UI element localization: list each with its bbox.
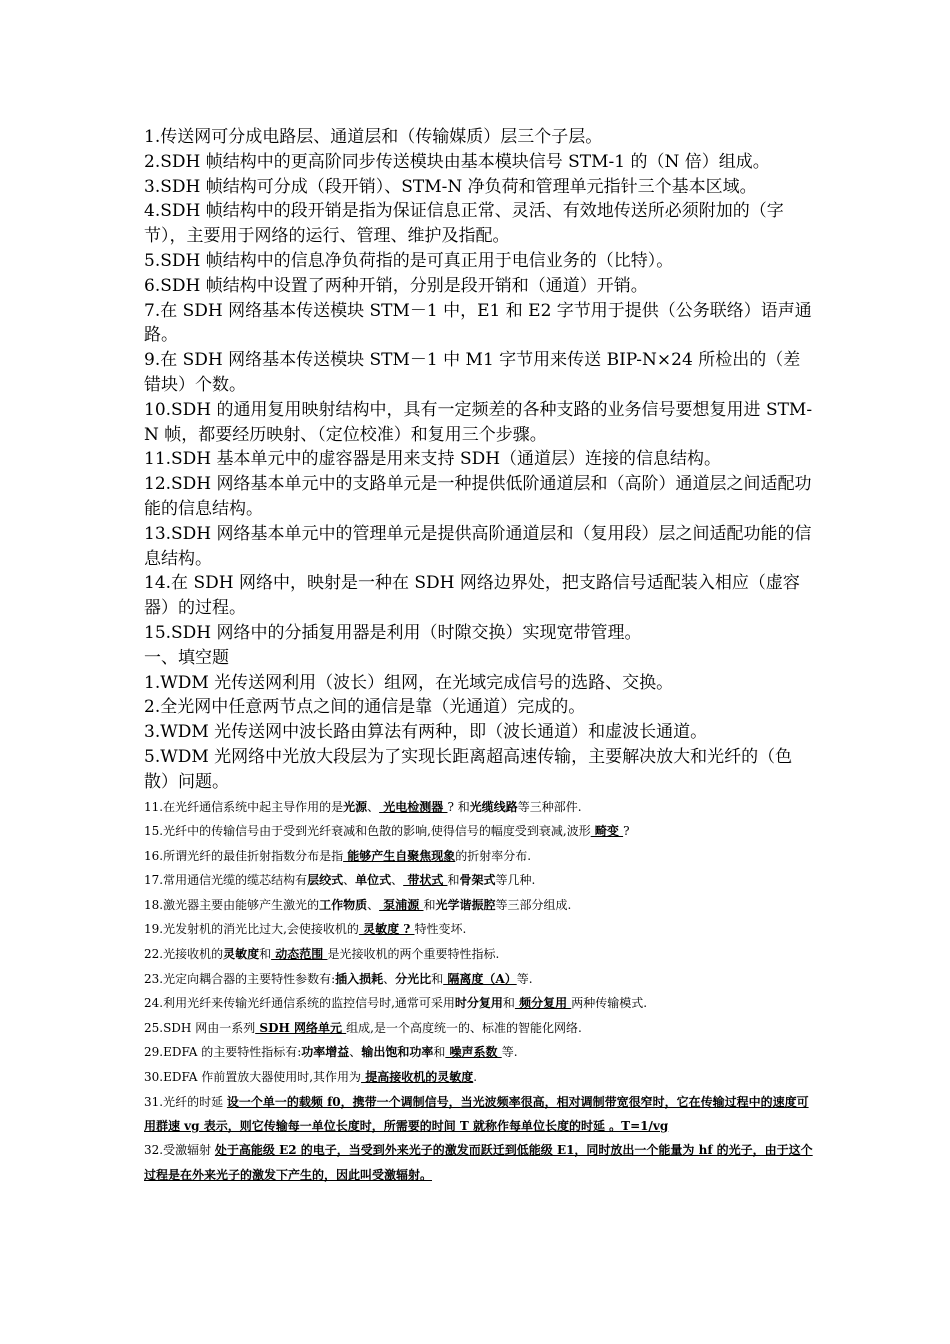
definition-list [144,1090,816,1188]
question-text: 32.受激辐射 [144,1143,215,1158]
key-term: 时分复用 [454,996,503,1011]
answer-text: 带状式 [403,873,448,888]
question-text: 等. [516,971,533,986]
answer-text: 畸变 [590,824,624,839]
question-item: 13.SDH 网络基本单元中的管理单元是提供高阶通道层和（复用段）层之间适配功能的信息结构。 [144,523,812,569]
key-term: 功率增益 [301,1045,350,1060]
answer-text: 处于高能级 E2 的电子，当受到外来光子的激发而跃迁到低能级 E1，同时放出一个能量为 hf 的光子，由于这个过程是在外来光子的激发下产生的，因此叫受激辐射。 [144,1143,813,1182]
question-text: 19.光发射机的消光比过大,会使接收机的 [144,922,359,937]
fill-blank-item [144,795,816,820]
answer-text: 提高接收机的灵敏度 [361,1070,474,1085]
question-item: 10.SDH 的通用复用映射结构中，具有一定频差的各种支路的业务信号要想复用进 STM-N 帧，都要经历映射、（定位校准）和复用三个步骤。 [144,399,813,445]
answer-text: 噪声系数 [445,1045,502,1060]
question-text: 23.光定向耦合器的主要特性参数有: [144,971,336,986]
question-item: 11.SDH 基本单元中的虚容器是用来支持 SDH（通道层）连接的信息结构。 [144,449,722,470]
answer-text: 隔离度（A） [443,971,517,986]
question-text: 29.EDFA 的主要特性指标有: [144,1045,302,1060]
document-page [144,125,816,1187]
question-item: 5.SDH 帧结构中的信息净负荷指的是可真正用于电信业务的（比特）。 [144,250,674,271]
answer-text: 泵浦源 [379,897,424,912]
main-question-list [144,125,816,795]
question-text: 、 [349,1045,362,1060]
section-heading: 一、填空题 [144,647,229,668]
question-text: 的折射率分布. [455,848,532,863]
answer-text: 能够产生自聚焦现象 [343,848,456,863]
question-text: 16.所谓光纤的最佳折射指数分布是指 [144,848,344,863]
fill-blank-item [144,1065,816,1090]
question-item: 5.WDM 光网络中光放大段层为了实现长距离超高速传输，主要解决放大和光纤的（色散）问题。 [144,746,793,792]
question-item: 3.SDH 帧结构可分成（段开销）、STM-N 净负荷和管理单元指针三个基本区域。 [144,176,757,197]
question-text: 、 [391,873,404,888]
answer-text: 光电检测器 [379,799,448,814]
question-text: 、 [383,971,396,986]
fill-blank-item [144,917,816,942]
question-text: 等. [501,1045,518,1060]
question-item: 6.SDH 帧结构中设置了两种开销，分别是段开销和（通道）开销。 [144,275,648,296]
question-item: 1.传送网可分成电路层、通道层和（传输媒质）层三个子层。 [144,127,603,147]
question-text: 、 [343,873,356,888]
question-text: 等三部分组成. [495,897,572,912]
question-text: 和 [447,873,460,888]
key-term: 输出饱和功率 [361,1045,434,1060]
question-text: 24.利用光纤来传输光纤通信系统的监控信号时,通常可采用 [144,996,455,1011]
question-item: 1.WDM 光传送网利用（波长）组网，在光域完成信号的选路、交换。 [144,672,674,693]
fill-blank-item [144,868,816,893]
question-text: 18.激光器主要由能够产生激光的 [144,897,320,912]
question-text: 和 [433,1045,446,1060]
question-text: 、 [367,799,380,814]
question-text: 是光接收机的两个重要特性指标. [327,947,500,962]
key-term: 光源 [343,799,368,814]
question-text: 和 [502,996,515,1011]
question-text: ? 和 [447,799,470,814]
question-item: 14.在 SDH 网络中，映射是一种在 SDH 网络边界处，把支路信号适配装入相应（虚容器）的过程。 [144,573,800,619]
question-item: 7.在 SDH 网络基本传送模块 STM－1 中，E1 和 E2 字节用于提供（公务联络）语声通路。 [144,300,812,346]
key-term: 插入损耗 [335,971,384,986]
question-text: 等几种. [495,873,536,888]
question-item: 3.WDM 光传送网中波长路由算法有两种，即（波长通道）和虚波长通道。 [144,722,708,743]
key-term: 层绞式 [307,873,344,888]
question-text: 和 [423,897,436,912]
question-text: 特性变坏. [414,922,467,937]
fill-blank-item [144,991,816,1016]
answer-text: 设一个单一的载频 f0，携带一个调制信号，当光波频率很高，相对调制带宽很窄时，它在传输过程中的速度可用群速 vg 表示，则它传输每一单位长度时，所需要的时间 T 就称作每单位长度的时延 。T=1/vg [144,1094,809,1134]
question-text: 和 [259,947,272,962]
question-text: 、 [367,897,380,912]
question-text: 两种传输模式. [571,996,648,1011]
question-text: 和 [431,971,444,986]
question-item: 2.全光网中任意两节点之间的通信是靠（光通道）完成的。 [144,697,586,718]
question-text: ? [623,824,630,839]
question-text: 11.在光纤通信系统中起主导作用的是 [144,799,344,814]
question-text: . [473,1070,478,1085]
fill-blank-item [144,844,816,869]
key-term: 光学谐振腔 [435,897,496,912]
question-text: 22.光接收机的 [144,947,224,962]
answer-text: 动态范围 [271,947,328,962]
key-term: 骨架式 [459,873,496,888]
fill-blank-item [144,1040,816,1065]
key-term: 分光比 [395,971,432,986]
key-term: 单位式 [355,873,392,888]
question-item: 2.SDH 帧结构中的更高阶同步传送模块由基本模块信号 STM-1 的（N 倍）组成。 [144,151,770,172]
question-item: 4.SDH 帧结构中的段开销是指为保证信息正常、灵活、有效地传送所必须附加的（字节），主要用于网络的运行、管理、维护及指配。 [144,201,784,247]
definition-item [144,1090,816,1139]
fill-blank-item [144,942,816,967]
question-item: 9.在 SDH 网络基本传送模块 STM－1 中 M1 字节用来传送 BIP-N×24 所检出的（差错块）个数。 [144,350,801,395]
question-text: 17.常用通信光缆的缆芯结构有 [144,873,308,888]
key-term: 光缆线路 [469,799,518,814]
question-item: 15.SDH 网络中的分插复用器是利用（时隙交换）实现宽带管理。 [144,622,642,643]
question-text: 31.光纤的时延 [144,1094,227,1109]
question-text: 30.EDFA 作前置放大器使用时,其作用为 [144,1070,362,1085]
answer-text: SDH 网络单元 [255,1020,347,1035]
question-text: 25.SDH 网由一系列 [144,1020,256,1035]
fill-blank-item [144,893,816,918]
key-term: 灵敏度 [223,947,260,962]
question-text: 等三种部件. [517,799,582,814]
fill-blank-list [144,795,816,1090]
fill-blank-item [144,967,816,992]
fill-blank-item [144,819,816,844]
definition-item [144,1138,816,1187]
question-text: 15.光纤中的传输信号由于受到光纤衰减和色散的影响,使得信号的幅度受到衰减,波形 [144,824,591,839]
fill-blank-item [144,1016,816,1041]
key-term: 工作物质 [319,897,368,912]
question-item: 12.SDH 网络基本单元中的支路单元是一种提供低阶通道层和（高阶）通道层之间适配功能的信息结构。 [144,474,812,519]
answer-text: 灵敏度 ? [358,922,415,937]
answer-text: 频分复用 [514,996,572,1011]
question-text: 组成,是一个高度统一的、标准的智能化网络. [346,1020,582,1035]
